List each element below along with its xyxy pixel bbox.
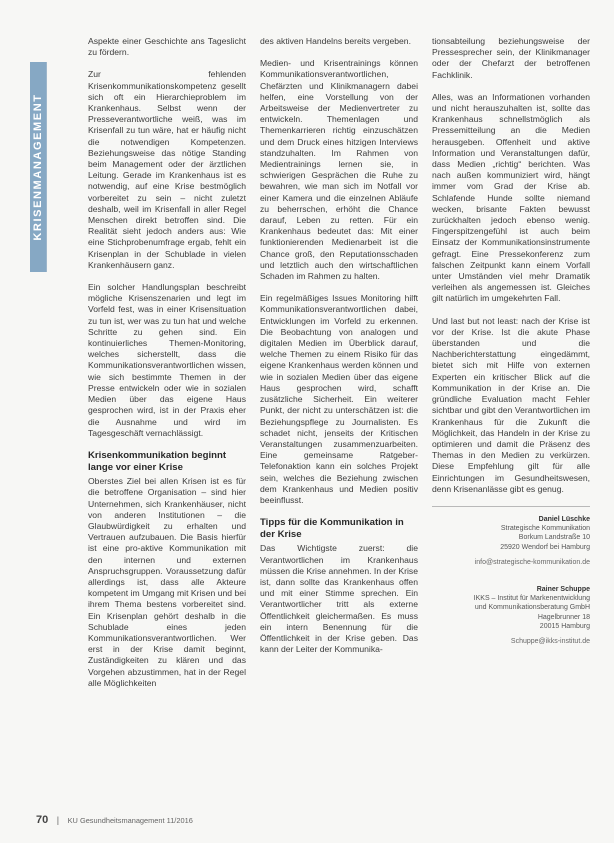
paragraph: Ein solcher Handlungsplan beschreibt mögliche Krisenszenarien und legt im Vorfeld fest, was in einer Krisensituation zu tun ist, wer was zu tun hat und welche Schritte zu gehen sind. Ein kontinuierliches Themen-Monitoring, welches sicherstellt, dass die Kommunikationsverantwortlichen wissen, wie sich bestimmte Themen in der Presse entwickeln oder wie in sozialen Medien über das eigene Haus gesprochen wird, ist in der Praxis eher die Ausnahme und wird im Tagesgeschäft vernachlässigt. bbox=[88, 282, 246, 438]
section-heading: Tipps für die Kommunikation in der Krise bbox=[260, 517, 404, 540]
paragraph: des aktiven Handelns bereits vergeben. bbox=[260, 36, 411, 46]
author-name: Rainer Schuppe bbox=[536, 585, 590, 593]
paragraph: Oberstes Ziel bei allen Krisen ist es für die betroffene Organisation – sind hier Unternehmen, sich Krankenhäuser, nicht von anderen Institutionen – die Glaubwürdigkeit zu erhalten und Vertrauen aufzubauen. Die Basis hierfür ist eine pro-aktive Kommunikation mit den internen und externen Anspruchsgruppen. Voraussetzung dafür allerdings ist, dass alle Akteure kompetent im Umgang mit Krisen und bei ihrem Thema bestens vorbereitet sind. Ein Krisenplan gehört deshalb in die Schublade eines jeden Kommunikationsverantwortlichen. Wer erst in der Krise damit beginnt, Zuständigkeiten zu klären und das Vorgehen abzustimmen, hat in der Regel alle Möglichkeiten bbox=[88, 476, 246, 688]
journal-name: KU Gesundheitsmanagement 11/2016 bbox=[67, 816, 193, 825]
paragraph: Alles, was an Informationen vorhanden und nicht herauszuhalten ist, sollte das Krankenhaus schnellstmöglich als Pressemitteilung an die Medien herausgeben. Offenheit und aktive Information und Veranstaltungen dafür, dass Medien „richtig“ berichten. Was nach außen kommuniziert wird, hängt immer vom Grad der Krise ab. Schlafende Hunde sollte niemand wecken, brisante Fakten bewusst zurückhalten jedoch ebenso wenig. Fingerspitzengefühl ist auch beim Einsatz der Kommunikationsinstrumente gefragt. Eine Pressekonferenz zum falschen Zeitpunkt kann einem Vorfall unter Umständen viel mehr Dramatik verleihen als angemessen ist. Gleiches gilt natürlich im umgekehrten Fall. bbox=[432, 91, 590, 304]
author-line: 25920 Wendorf bei Hamburg bbox=[500, 543, 590, 551]
article-column-3 bbox=[432, 36, 590, 646]
author-line: und Kommunikationsberatung GmbH bbox=[474, 604, 590, 612]
article-column-2 bbox=[260, 36, 418, 666]
section-heading: Krisenkommunikation beginnt lange vor einer Krise bbox=[88, 449, 227, 473]
author-line: IKKS – Institut für Markenentwicklung bbox=[473, 595, 590, 603]
author-email: Schuppe@ikks-institut.de bbox=[510, 637, 590, 645]
paragraph: Das Wichtigste zuerst: die Verantwortlichen im Krankenhaus müssen die Krise annehmen. In der Krise ist, dann sollte das Krankenhaus offen und mit einer Stimme sprechen. Ein Verantwortlicher tritt als externe Öffentlichkeit gleichermaßen. Es muss ein intern Benennung für die Öffentlichkeit in der Krise geben. Das kann der Leiter der Kommunika- bbox=[260, 543, 418, 655]
author-email: info@strategische-kommunikation.de bbox=[474, 558, 590, 566]
section-tab bbox=[30, 62, 46, 272]
author-info-2 bbox=[432, 585, 590, 646]
page-footer bbox=[36, 814, 596, 826]
page-number: 70 bbox=[36, 814, 49, 826]
paragraph: tionsabteilung beziehungsweise der Pressesprecher sein, der Klinikmanager oder der Chefarzt der betroffenen Fachklinik. bbox=[432, 36, 590, 80]
article-column-1 bbox=[88, 36, 246, 700]
section-tab-label: KRISENMANAGEMENT bbox=[32, 93, 44, 241]
paragraph: Und last but not least: nach der Krise ist vor der Krise. Ist die akute Phase überstanden und die Nachberichterstattung eingedämmt, bietet sich mit Hilfe von externen Experten ein kritischer Blick auf die Kommunikation in der Krise an. Die gründliche Evaluation macht Fehler sichtbar und gibt den Verantwortlichen im Krankenhaus für die Zukunft die Möglichkeit, das Handeln in der Krise zu optimieren und damit die Präsenz des Themas in den Medien zu verkürzen. Diese Empfehlung gilt für alle Einrichtungen im Gesundheitswesen, denn Krisenanlässe gibt es genug. bbox=[432, 315, 590, 494]
paragraph: Ein regelmäßiges Issues Monitoring hilft Kommunikationsverantwortlichen dabei, Entwicklungen im Vorfeld zu erkennen. Die Beobachtung von analogen und digitalen Medien im Überblick darauf, welche Themen zu einem Risiko für das eigene Krankenhaus werden können und wie in sozialen Medien über das eigene Haus gesprochen wird, schafft zusätzliche Sicherheit. Ein weiterer Punkt, der nicht zu unterschätzen ist: die Beziehungspflege zu Journalisten. Es schadet nicht, jenseits der Kritischen Veranstaltungen zusammenzuarbeiten. Eine gemeinsame Ratgeber-Telefonaktion kann ein solches Projekt sein, welches die Beziehung zwischen dem Krankenhaus und Medien positiv beeinflusst. bbox=[260, 293, 418, 505]
paragraph: Medien- und Krisentrainings können Kommunikationsverantwortlichen, Chefärzten und Klinikmanagern dabei helfen, eine Vorstellung von der Arbeitsweise der Medienvertreter zu entwickeln. Themenlagen und Themenkarrieren richtig einzuschätzen und dem Druck eines hitzigen Interviews standzuhalten. Im Rahmen von Medientrainings lernen sie, in schwierigen Gesprächen die Ruhe zu bewahren, wie man sich im Notfall vor einer Kamera und die einzelnen Abläufe zu beherrschen, erhöht die Chance darauf, Leben zu retten. Für ein Krankenhaus bedeutet das: Mit einer funktionierenden Medienarbeit ist die Chance groß, den Reputationsschaden und letztlich auch den wirtschaftlichen Schaden im Rahmen zu halten. bbox=[260, 58, 418, 282]
author-divider bbox=[432, 506, 590, 507]
author-line: Hagelbrunner 18 bbox=[537, 613, 590, 621]
author-line: Borkum Landstraße 10 bbox=[518, 534, 590, 542]
paragraph: Zur fehlenden Krisenkommunikationskompetenz gesellt sich oft ein Hierarchieproblem im Krankenhaus. Selbst wenn der Presseverantwortliche weiß, was im Krisenfall zu tun wäre, hat er häufig nicht die notwendigen Kompetenzen. Beziehungsweise das nötige Standing beim Management oder der ärztlichen Leitung. Gerade im Krankenhaus ist es notwendig, auf eine Krise bestmöglich vorbereitet zu sein – nicht zuletzt deshalb, weil im Krisenfall in aller Regel Menschen direkt betroffen sind. Die Realität sieht jedoch anders aus: Wie eine Stichprobenumfrage ergab, fehlt ein Krisenplan in der Schublade in vielen Krankenhäusern ganz. bbox=[88, 69, 246, 270]
paragraph: Aspekte einer Geschichte ans Tageslicht zu fördern. bbox=[88, 36, 246, 58]
section-tab-divider bbox=[46, 62, 47, 272]
footer-separator: | bbox=[56, 815, 60, 825]
author-line: Strategische Kommunikation bbox=[500, 525, 590, 533]
author-line: 20015 Hamburg bbox=[539, 622, 590, 630]
author-info-1 bbox=[432, 515, 590, 567]
author-name: Daniel Lüschke bbox=[538, 515, 590, 523]
